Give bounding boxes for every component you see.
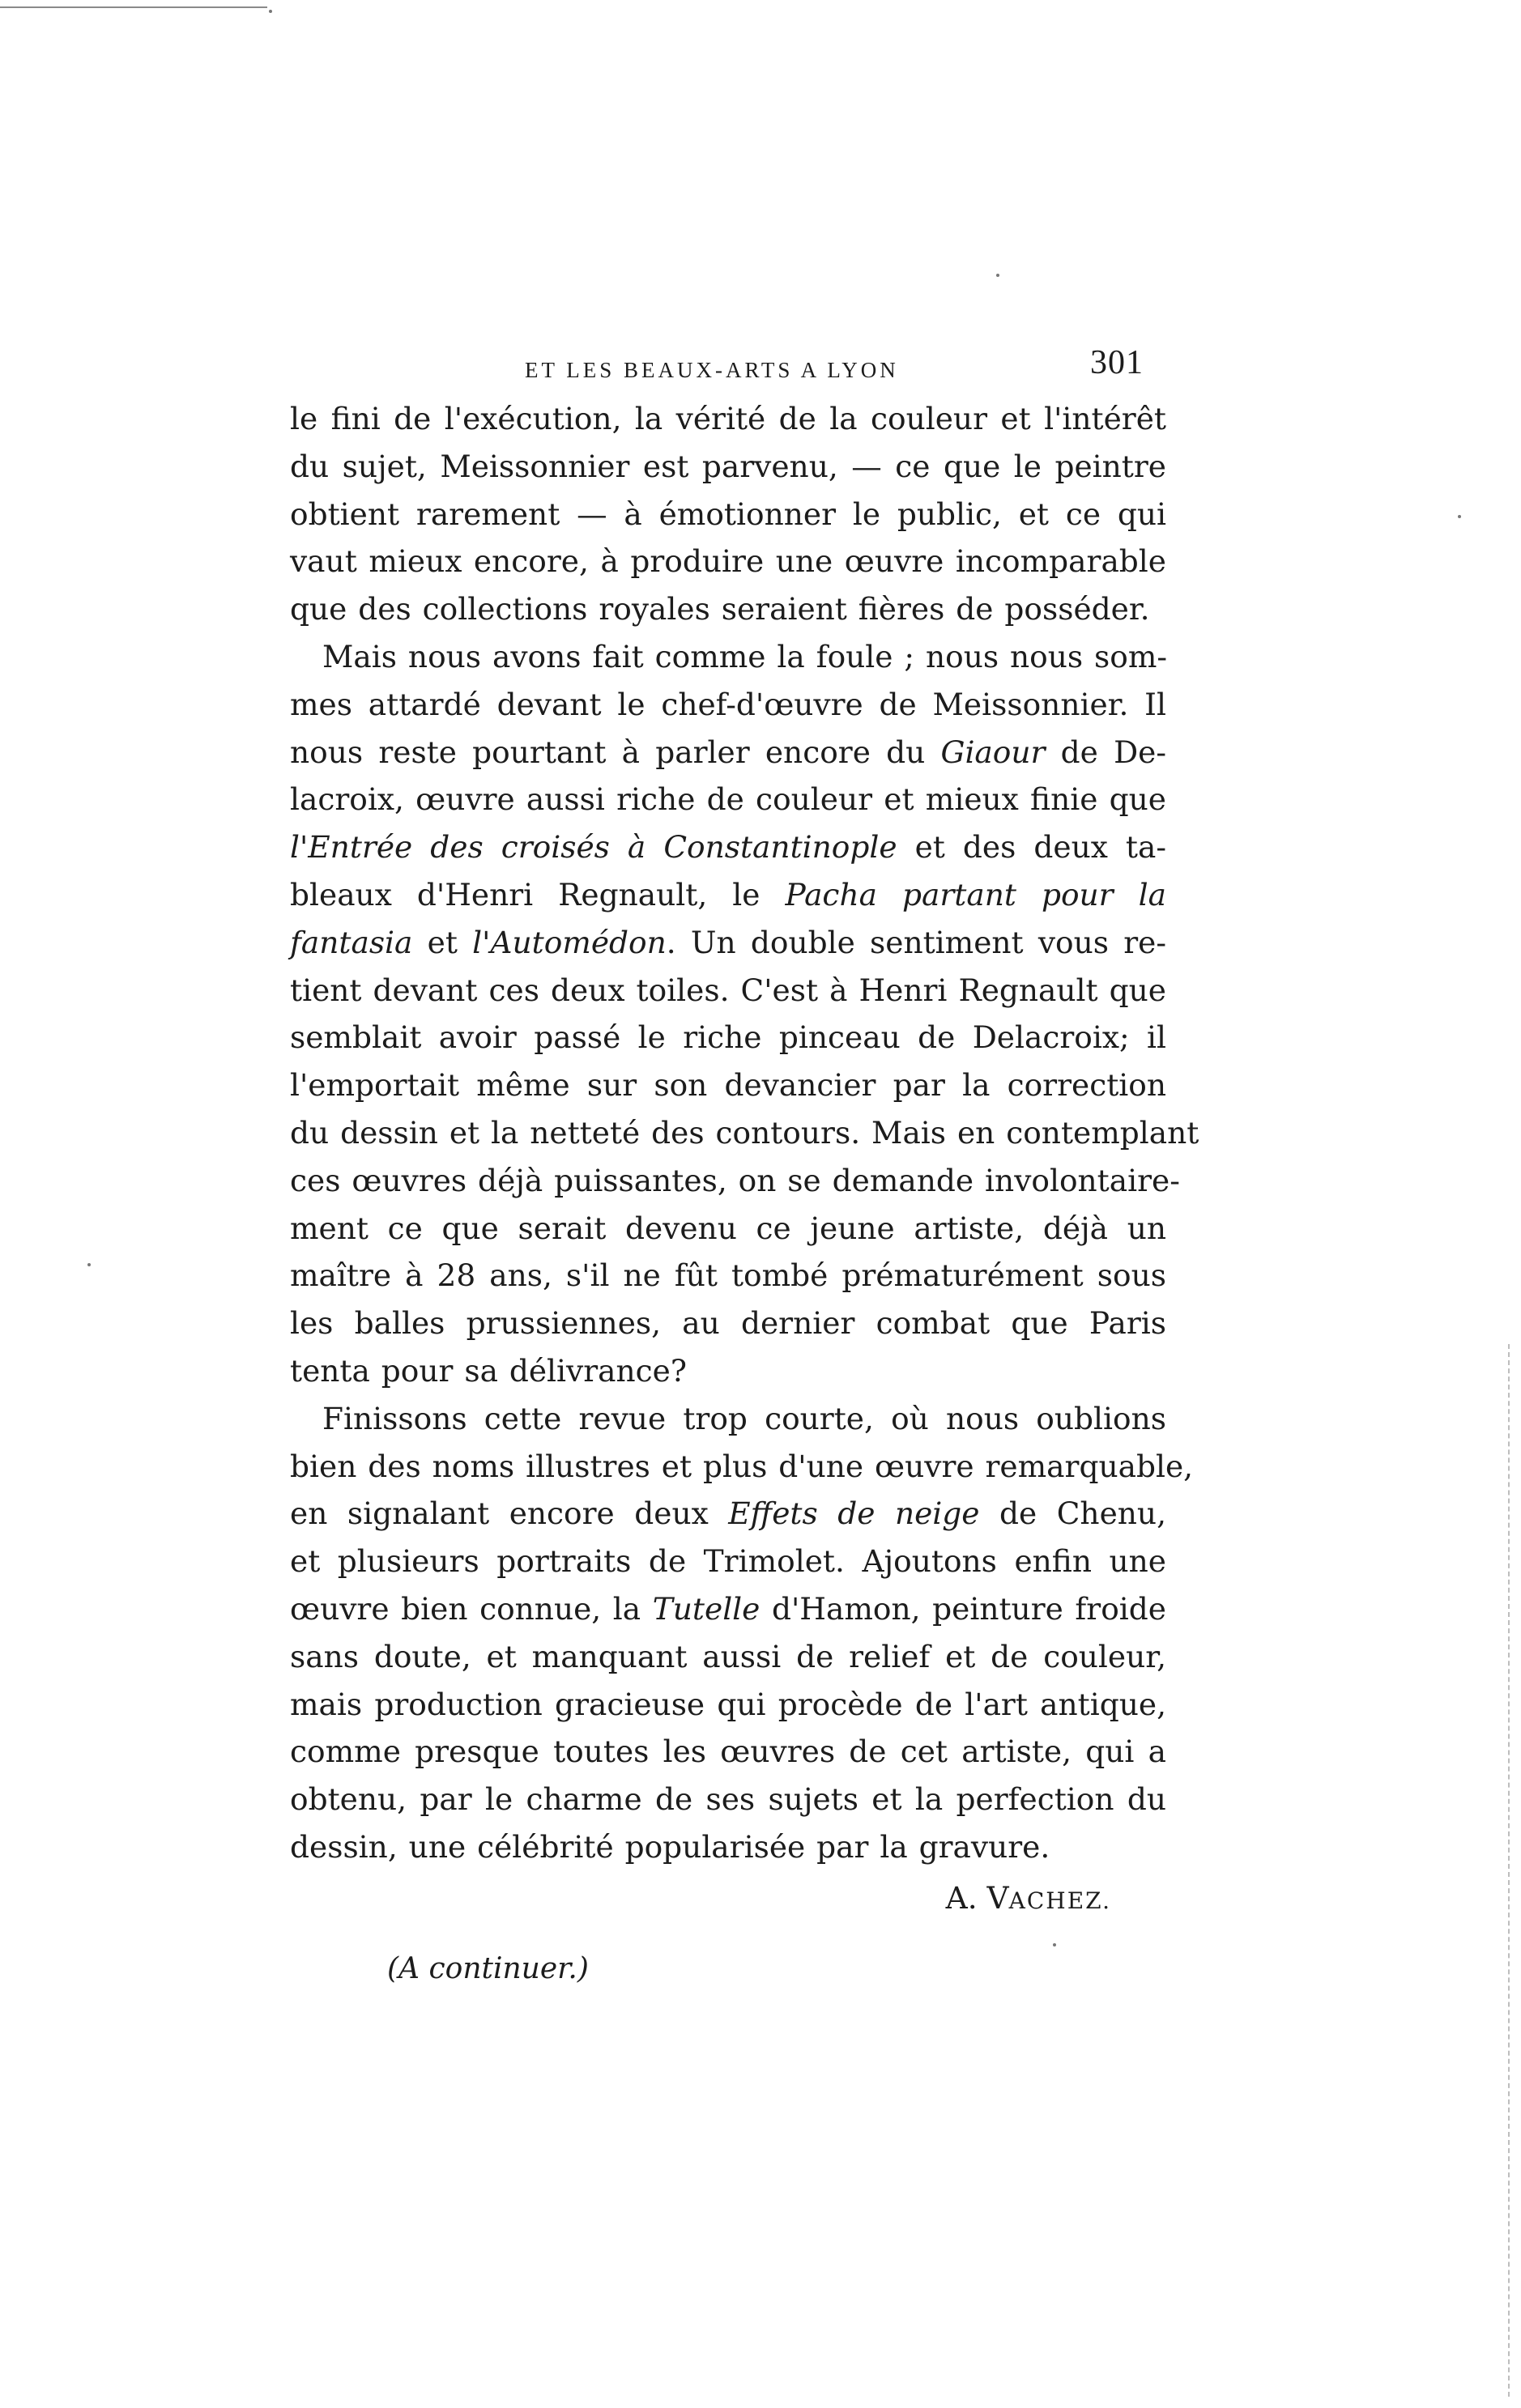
- scan-speck: [1458, 515, 1461, 518]
- text-run: et des deux ta-: [897, 829, 1166, 866]
- artwork-title: Tutelle: [652, 1590, 760, 1627]
- text-line: ces œuvres déjà puissantes, on se demande involontaire-: [290, 1162, 1180, 1198]
- continue-note: (A continuer.): [387, 1951, 589, 1985]
- text-run: de Chenu,: [979, 1495, 1166, 1532]
- text-line: semblait avoir passé le riche pinceau de Delacroix; il: [290, 1019, 1166, 1056]
- text-line: tient devant ces deux toiles. C'est à Henri Regnault que: [290, 972, 1166, 1008]
- text-run: . Un double sentiment vous re-: [666, 924, 1166, 960]
- text-line: bien des noms illustres et plus d'une œuvre remarquable,: [290, 1448, 1194, 1484]
- text-line: [290, 729, 1166, 776]
- text-line: comme presque toutes les œuvres de cet artiste, qui a: [290, 1734, 1166, 1770]
- paragraph-2: [290, 633, 1199, 1395]
- text-line: mais production gracieuse qui procède de l'art antique,: [290, 1686, 1166, 1722]
- text-line: mes attardé devant le chef-d'œuvre de Meissonnier. Il: [290, 686, 1166, 722]
- text-line: le fini de l'exécution, la vérité de la couleur et l'intérêt: [290, 401, 1166, 436]
- text-line: tenta pour sa délivrance?: [290, 1352, 687, 1389]
- text-run: en signalant encore deux: [290, 1495, 729, 1532]
- text-line: obtenu, par le charme de ses sujets et la perfection du: [290, 1781, 1166, 1818]
- artwork-title: l'Automédon: [472, 924, 667, 960]
- text-line: [290, 1585, 1166, 1633]
- text-line: lacroix, œuvre aussi riche de couleur et mieux finie que: [290, 781, 1166, 818]
- text-run: de De-: [1045, 734, 1166, 770]
- artwork-title: Pacha partant pour la: [785, 876, 1166, 913]
- artwork-title: l'Entrée des croisés à Constantinople: [290, 829, 897, 866]
- text-line: et plusieurs portraits de Trimolet. Ajoutons enfin une: [290, 1543, 1166, 1580]
- text-run: nous reste pourtant à parler encore du: [290, 734, 941, 770]
- text-line: ment ce que serait devenu ce jeune artiste, déjà un: [290, 1210, 1166, 1246]
- scan-speck: [996, 274, 999, 277]
- paragraph-1: [290, 395, 1166, 633]
- text-run: et: [412, 924, 473, 960]
- text-line: Finissons cette revue trop courte, où nous oublions: [322, 1400, 1166, 1436]
- text-line: maître à 28 ans, s'il ne fût tombé prématurément sous: [290, 1257, 1166, 1294]
- scan-speck: [87, 1263, 91, 1266]
- author-signature: [290, 1874, 1166, 1925]
- signature-initial: A. V: [945, 1879, 1009, 1916]
- text-line: l'emportait même sur son devancier par la correction: [290, 1067, 1166, 1104]
- text-line: [290, 1490, 1166, 1538]
- text-line: du dessin et la netteté des contours. Mais en contemplant: [290, 1114, 1199, 1151]
- artwork-title: fantasia: [290, 924, 413, 960]
- artwork-title: Giaour: [940, 734, 1046, 770]
- page-number: 301: [1090, 344, 1144, 381]
- text-line: vaut mieux encore, à produire une œuvre incomparable: [290, 543, 1166, 580]
- scan-edge-mark: [0, 6, 267, 8]
- scan-speck: [269, 10, 272, 13]
- text-run: d'Hamon, peinture froide: [760, 1590, 1166, 1627]
- text-line: du sujet, Meissonnier est parvenu, — ce que le peintre: [290, 448, 1166, 484]
- scan-gutter-line: [1508, 1344, 1510, 2397]
- text-line: Mais nous avons fait comme la foule ; nous nous som-: [322, 638, 1168, 674]
- signature-rest: ACHEZ.: [1008, 1887, 1111, 1914]
- text-line: [290, 919, 1166, 967]
- text-line: que des collections royales seraient fières de posséder.: [290, 591, 1150, 628]
- running-head: [290, 338, 1166, 395]
- text-line: obtient rarement — à émotionner le public, et ce qui: [290, 496, 1166, 532]
- text-run: œuvre bien connue, la: [290, 1590, 653, 1627]
- text-run: bleaux d'Henri Regnault, le: [290, 876, 786, 913]
- running-title: ET LES BEAUX-ARTS A LYON: [525, 358, 899, 382]
- book-page: [290, 338, 1199, 1993]
- paragraph-3: [290, 1395, 1194, 1871]
- artwork-title: Effets de neige: [728, 1495, 980, 1532]
- text-line: [290, 823, 1166, 871]
- text-line: dessin, une célébrité popularisée par la gravure.: [290, 1828, 1050, 1865]
- text-line: sans doute, et manquant aussi de relief et de couleur,: [290, 1638, 1166, 1674]
- text-line: les balles prussiennes, au dernier combat que Paris: [290, 1305, 1166, 1342]
- text-line: [290, 871, 1166, 919]
